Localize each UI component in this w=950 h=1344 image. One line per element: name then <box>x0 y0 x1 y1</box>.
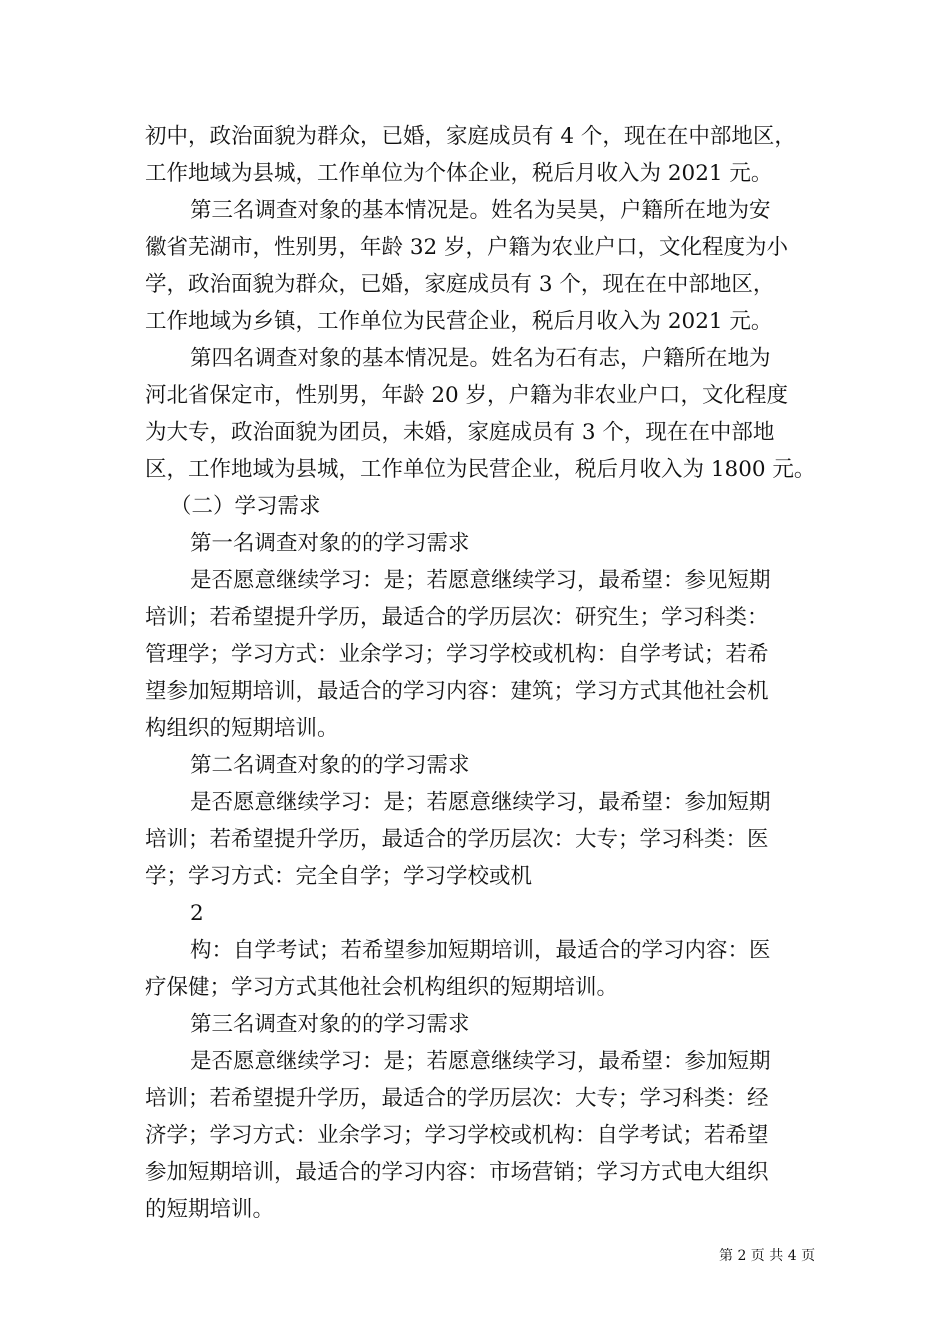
body-line: 工作地域为县城，工作单位为个体企业，税后月收入为 2021 元。 <box>145 161 773 186</box>
body-line: 培训；若希望提升学历，最适合的学历层次：研究生；学习科类： <box>145 605 769 630</box>
body-line: 培训；若希望提升学历，最适合的学历层次：大专；学习科类：医 <box>145 827 769 852</box>
body-line: 初中，政治面貌为群众，已婚，家庭成员有 4 个，现在在中部地区， <box>145 124 796 149</box>
body-line: 疗保健；学习方式其他社会机构组织的短期培训。 <box>145 975 619 1000</box>
body-line: 构：自学考试；若希望参加短期培训，最适合的学习内容：医 <box>190 938 771 963</box>
body-line: 培训；若希望提升学历，最适合的学历层次：大专；学习科类：经 <box>145 1086 769 1111</box>
section-heading: （二）学习需求 <box>170 494 321 519</box>
body-line: 是否愿意继续学习：是；若愿意继续学习，最希望：参见短期 <box>190 568 771 593</box>
subsection-heading: 第二名调查对象的的学习需求 <box>190 753 470 778</box>
body-line: 第四名调查对象的基本情况是。姓名为石有志，户籍所在地为 <box>190 346 771 371</box>
page-footer: 第 2 页 共 4 页 <box>719 1248 816 1264</box>
body-line: 的短期培训。 <box>145 1197 275 1222</box>
subsection-heading: 第三名调查对象的的学习需求 <box>190 1012 470 1037</box>
body-line: 区，工作地域为县城，工作单位为民营企业，税后月收入为 1800 元。 <box>145 457 816 482</box>
body-line: 是否愿意继续学习：是；若愿意继续学习，最希望：参加短期 <box>190 790 771 815</box>
body-line: 工作地域为乡镇，工作单位为民营企业，税后月收入为 2021 元。 <box>145 309 773 334</box>
body-line: 学，政治面貌为群众，已婚，家庭成员有 3 个，现在在中部地区， <box>145 272 775 297</box>
body-line: 构组织的短期培训。 <box>145 716 339 741</box>
body-line: 管理学；学习方式：业余学习；学习学校或机构：自学考试；若希 <box>145 642 769 667</box>
body-line: 徽省芜湖市，性别男，年龄 32 岁，户籍为农业户口，文化程度为小 <box>145 235 789 260</box>
body-line: 望参加短期培训，最适合的学习内容：建筑；学习方式其他社会机 <box>145 679 769 704</box>
body-line: 为大专，政治面貌为团员，未婚，家庭成员有 3 个，现在在中部地 <box>145 420 775 445</box>
body-line: 是否愿意继续学习：是；若愿意继续学习，最希望：参加短期 <box>190 1049 771 1074</box>
body-line: 第三名调查对象的基本情况是。姓名为吴昊，户籍所在地为安 <box>190 198 771 223</box>
body-line: 学；学习方式：完全自学；学习学校或机 <box>145 864 533 889</box>
subsection-heading: 第一名调查对象的的学习需求 <box>190 531 470 556</box>
body-line: 济学；学习方式：业余学习；学习学校或机构：自学考试；若希望 <box>145 1123 769 1148</box>
body-line: 河北省保定市，性别男，年龄 20 岁，户籍为非农业户口，文化程度 <box>145 383 789 408</box>
body-line: 参加短期培训，最适合的学习内容：市场营销；学习方式电大组织 <box>145 1160 769 1185</box>
inline-page-number: 2 <box>190 901 204 926</box>
